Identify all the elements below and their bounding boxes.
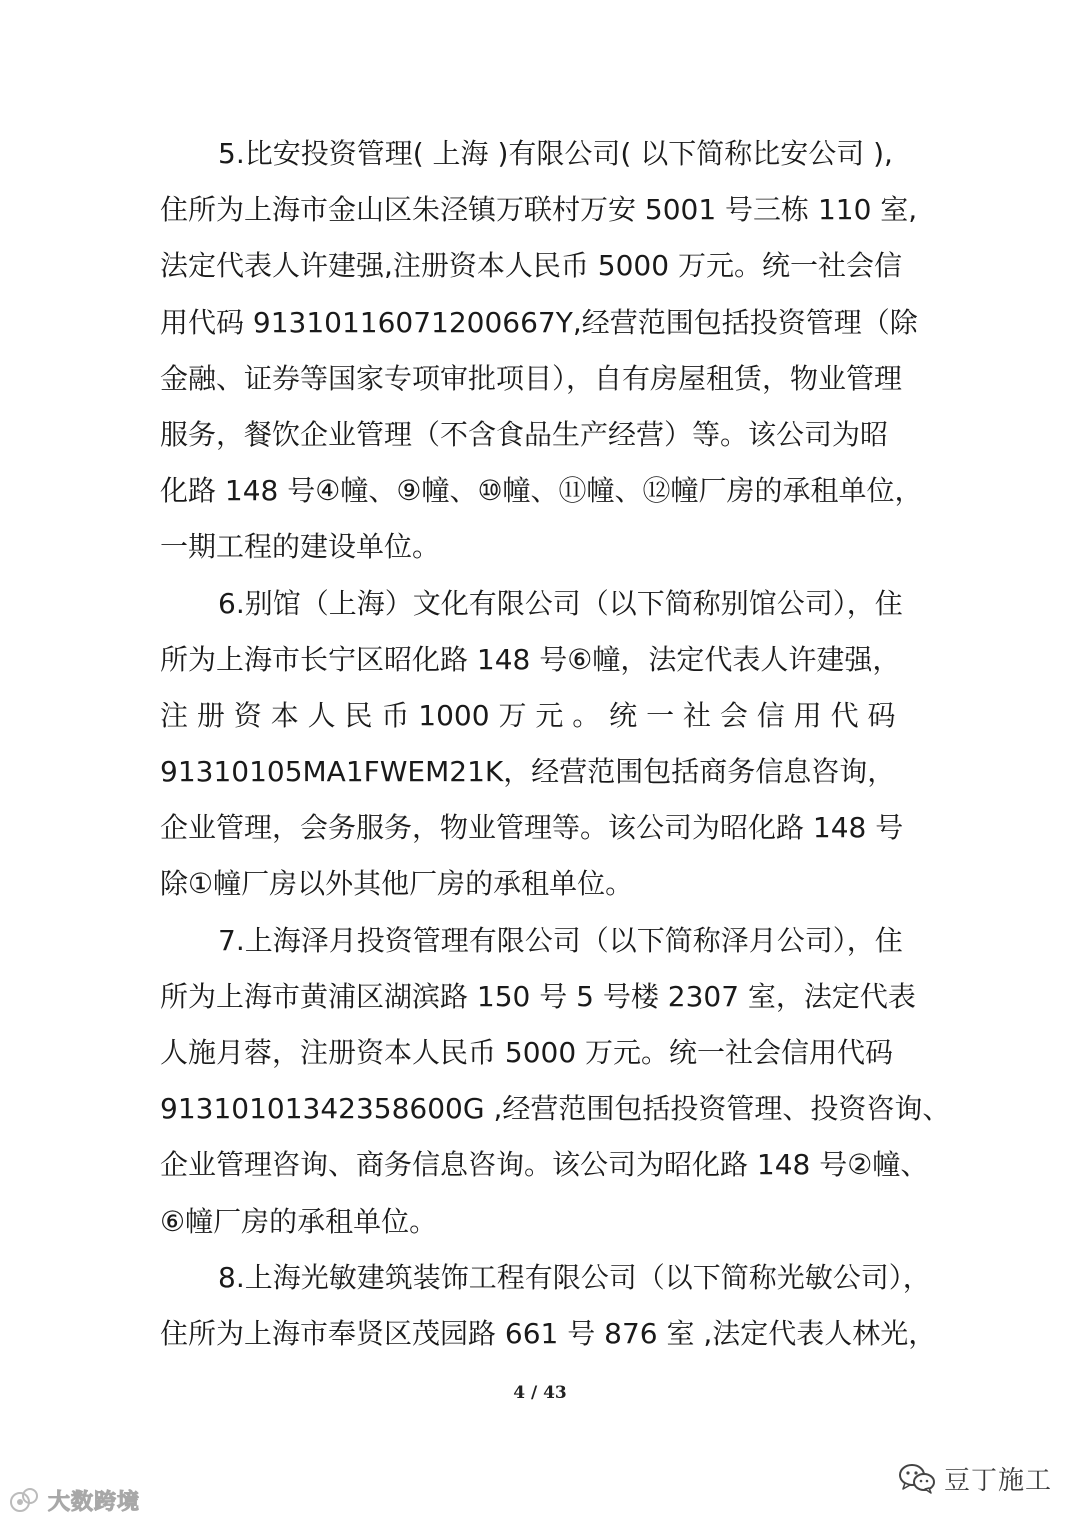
paragraph-7-line-3: 人施月蓉，注册资本人民币 5000 万元。统一社会信用代码 xyxy=(160,1036,894,1069)
paragraph-7-line-5: 企业管理咨询、商务信息咨询。该公司为昭化路 148 号②幢、 xyxy=(160,1148,929,1182)
paragraph-5-line-2: 住所为上海市金山区朱泾镇万联村万安 5001 号三栋 110 室, xyxy=(160,193,918,227)
wechat-icon xyxy=(898,1462,936,1494)
paragraph-5-line-6: 服务，餐饮企业管理（不含食品生产经营）等。该公司为昭 xyxy=(160,417,889,451)
paragraph-5-line-4: 用代码 91310116071200667Y,经营范围包括投资管理（除 xyxy=(160,305,918,339)
paragraph-6-line-2: 所为上海市长宁区昭化路 148 号⑥幢，法定代表人许建强， xyxy=(160,642,901,676)
paragraph-8-line-2: 住所为上海市奉贤区茂园路 661 号 876 室 ,法定代表人林光， xyxy=(160,1316,937,1350)
paragraph-7-line-1: 7.上海泽月投资管理有限公司（以下简称泽月公司），住 xyxy=(218,923,903,957)
paragraph-5-line-7: 化路 148 号④幢、⑨幢、⑩幢、⑪幢、⑫幢厂房的承租单位， xyxy=(160,474,923,508)
paragraph-6-line-6: 除①幢厂房以外其他厂房的承租单位。 xyxy=(160,867,634,901)
paragraph-6-line-3: 注 册 资 本 人 民 币 1000 万 元 。 统 一 社 会 信 用 代 码 xyxy=(160,698,896,732)
paragraph-7-line-2: 所为上海市黄浦区湖滨路 150 号 5 号楼 2307 室，法定代表 xyxy=(160,979,916,1013)
paragraph-6-line-4: 91310105MA1FWEM21K，经营范围包括商务信息咨询， xyxy=(160,755,896,789)
paragraph-8-line-1: 8.上海光敏建筑装饰工程有限公司（以下简称光敏公司）， xyxy=(218,1260,931,1294)
paragraph-5-line-3: 法定代表人许建强,注册资本人民币 5000 万元。统一社会信 xyxy=(160,249,902,283)
watermark-right-text: 豆丁施工 xyxy=(943,1465,1052,1496)
bee-logo-icon xyxy=(6,1482,42,1518)
paragraph-6-line-5: 企业管理，会务服务，物业管理等。该公司为昭化路 148 号 xyxy=(160,811,904,845)
paragraph-5-line-5: 金融、证券等国家专项审批项目），自有房屋租赁，物业管理 xyxy=(160,361,903,395)
paragraph-5-line-1: 5.比安投资管理( 上海 )有限公司( 以下简称比安公司 ), xyxy=(218,137,893,170)
paragraph-5-line-8: 一期工程的建设单位。 xyxy=(160,530,441,564)
watermark-left-text: 大数跨境 xyxy=(48,1489,141,1515)
paragraph-7-line-4: 91310101342358600G ,经营范围包括投资管理、投资咨询、 xyxy=(160,1092,951,1126)
paragraph-7-line-6: ⑥幢厂房的承租单位。 xyxy=(160,1204,438,1238)
document-body xyxy=(160,126,950,1362)
paragraph-6-line-1: 6.别馆（上海）文化有限公司（以下简称别馆公司），住 xyxy=(218,586,903,620)
watermark-right xyxy=(898,1458,1052,1498)
watermark-left xyxy=(6,1482,140,1518)
page-number: 4 / 43 xyxy=(513,1383,567,1403)
